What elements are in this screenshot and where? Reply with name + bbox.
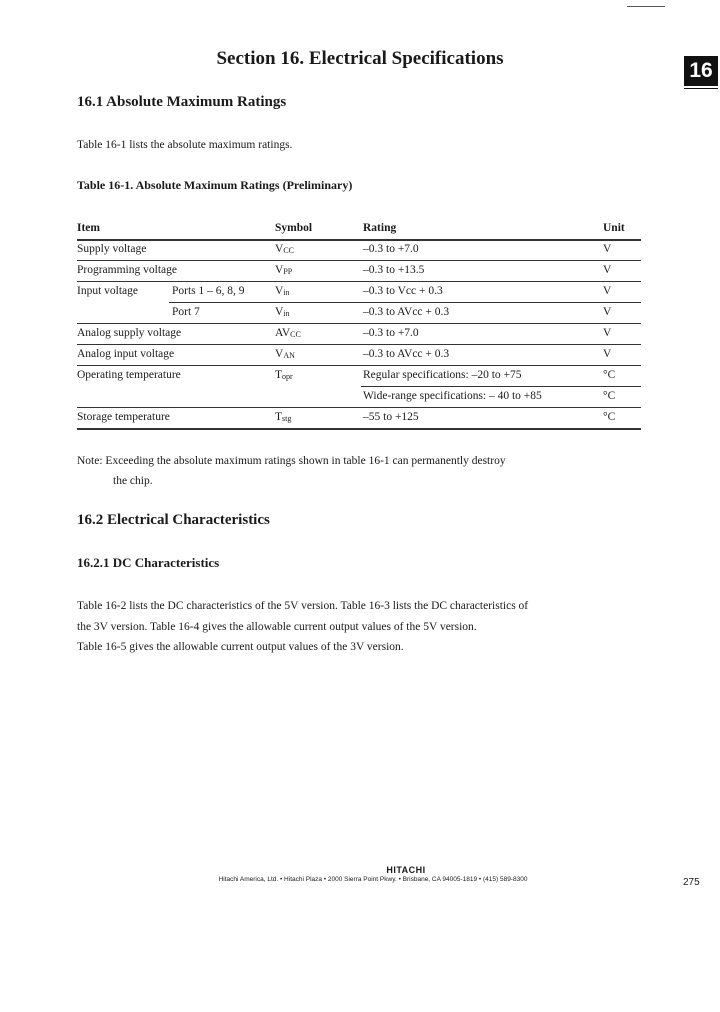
row-symbol: $V_{AN}$ (275, 348, 295, 360)
top-corner-rule (627, 6, 665, 7)
row-rating: –0.3 to +7.0 (363, 243, 419, 255)
row-item: Storage temperature (77, 411, 170, 423)
row-rating: –0.3 to AVcc + 0.3 (363, 348, 450, 360)
row-unit: V (603, 306, 612, 318)
row-rating: –55 to +125 (363, 411, 419, 423)
row-unit: V (603, 327, 612, 339)
header-symbol: Symbol (275, 222, 313, 234)
heading-16-1: 16.1 Absolute Maximum Ratings (77, 94, 287, 110)
row-unit: V (603, 285, 612, 297)
row-symbol: $T_{stg}$ (275, 411, 292, 423)
dc-paragraph-line-3: Table 16-5 gives the allowable current output values of the 3V version. (77, 641, 404, 653)
dc-paragraph-line-1: Table 16-2 lists the DC characteristics of the 5V version. Table 16-3 lists the DC characteristics of (77, 600, 529, 612)
row-unit: °C (603, 369, 616, 381)
row-unit: °C (603, 390, 616, 402)
row-item: Input voltage (77, 285, 138, 297)
row-item: Supply voltage (77, 243, 147, 255)
row-symbol: $V_{in}$ (275, 285, 290, 297)
table-bottom-rule (77, 428, 641, 430)
dc-paragraph-line-2: the 3V version. Table 16-4 gives the allowable current output values of the 5V version. (77, 621, 477, 633)
row-symbol: $V_{PP}$ (275, 264, 293, 276)
table-row (77, 345, 641, 366)
table-row (77, 282, 641, 303)
row-unit: V (603, 243, 612, 255)
row-symbol: $T_{opr}$ (275, 369, 293, 381)
row-item: Programming voltage (77, 264, 177, 276)
section-tab-underline (684, 88, 718, 89)
footer-brand-logo: HITACHI (386, 865, 426, 875)
ratings-table (77, 219, 641, 429)
heading-16-2-1: 16.2.1 DC Characteristics (77, 555, 220, 570)
row-symbol: $V_{in}$ (275, 306, 290, 318)
section-title: Section 16. Electrical Specifications (216, 48, 504, 69)
row-rating: Regular specifications: –20 to +75 (363, 369, 522, 381)
intro-paragraph: Table 16-1 lists the absolute maximum ratings. (77, 139, 293, 151)
table-row (77, 240, 641, 261)
row-unit: °C (603, 411, 616, 423)
row-item: Analog input voltage (77, 348, 175, 360)
row-rating: –0.3 to Vcc + 0.3 (363, 285, 443, 297)
header-item: Item (77, 222, 100, 234)
row-rating: –0.3 to AVcc + 0.3 (363, 306, 450, 318)
header-unit: Unit (603, 222, 625, 234)
table-header-row (77, 219, 641, 240)
table-row (77, 324, 641, 345)
heading-16-2: 16.2 Electrical Characteristics (77, 512, 270, 528)
row-unit: V (603, 348, 612, 360)
table-row (77, 366, 641, 387)
row-symbol: $V_{CC}$ (275, 243, 294, 255)
row-symbol: $AV_{CC}$ (275, 327, 301, 339)
table-row (77, 303, 641, 324)
table-row (77, 408, 641, 429)
note-line-2: the chip. (113, 475, 153, 487)
header-rating: Rating (363, 222, 397, 234)
table-caption: Table 16-1. Absolute Maximum Ratings (Preliminary) (77, 178, 353, 192)
footer-address: Hitachi America, Ltd. • Hitachi Plaza • 2000 Sierra Point Pkwy. • Brisbane, CA 94005-1819 • (415) 589-8300 (218, 876, 528, 883)
row-item: Analog supply voltage (77, 327, 182, 339)
row-rating: Wide-range specifications: – 40 to +85 (363, 390, 542, 402)
row-item: Operating temperature (77, 369, 181, 381)
row-subitem: Port 7 (172, 306, 200, 318)
note-line-1: Note: Exceeding the absolute maximum ratings shown in table 16-1 can permanently destroy (77, 455, 506, 467)
page-number: 275 (683, 877, 700, 888)
row-subitem: Ports 1 – 6, 8, 9 (172, 285, 245, 297)
table-row (77, 387, 641, 408)
row-rating: –0.3 to +7.0 (363, 327, 419, 339)
table-row (77, 261, 641, 282)
row-unit: V (603, 264, 612, 276)
row-rating: –0.3 to +13.5 (363, 264, 425, 276)
section-tab-badge: 16 (684, 56, 718, 86)
